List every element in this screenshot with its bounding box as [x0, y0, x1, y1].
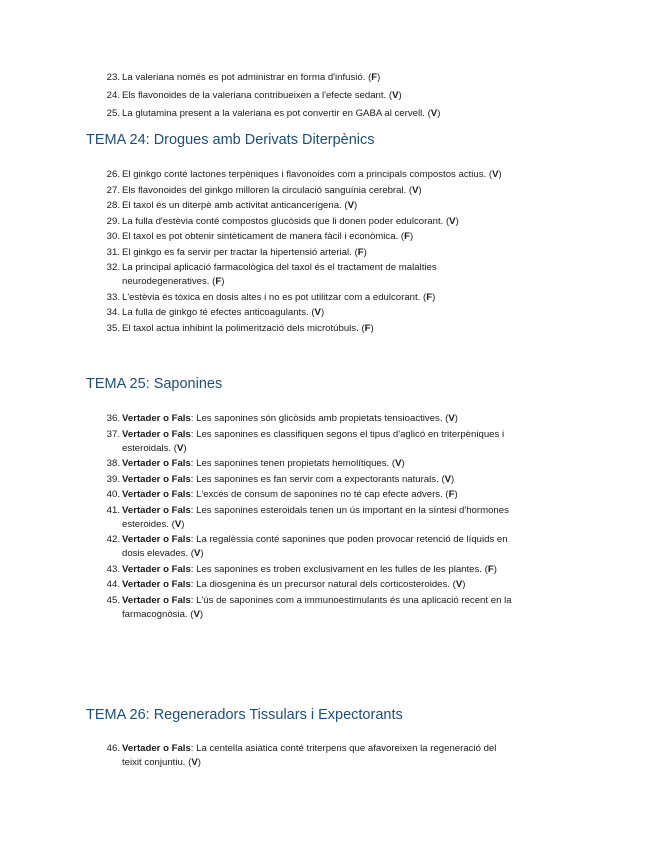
question-text: La glutamina present a la valeriana es pot convertir en GABA al cervell. — [122, 108, 428, 119]
answer-badge: V — [492, 169, 499, 180]
question-item: 42. Vertader o Fals: La regalèssia conté saponines que poden provocar retenció de líquids en dosis elevades. (V) — [0, 533, 517, 561]
question-item: 35. El taxol actua inhibint la polimerització dels microtúbuls. (F) — [0, 322, 517, 336]
question-item: 33. L'estèvia és tòxica en dosis altes i no es pot utilitzar com a edulcorant. (F) — [0, 291, 517, 305]
answer-badge: V — [347, 200, 354, 211]
answer-badge: V — [395, 458, 402, 469]
question-text: La fulla de ginkgo té efectes anticoagulants. — [122, 307, 312, 318]
question-item: 37. Vertader o Fals: Les saponines es classifiquen segons el tipus d'aglicó en triterpèniques i esteroidals. (V) — [0, 428, 517, 456]
question-item: 46. Vertader o Fals: La centella asiàtica conté triterpens que afavoreixen la regeneració del teixit conjuntiu. (V) — [0, 742, 517, 770]
section-heading-tema26: TEMA 26: Regeneradors Tissulars i Expectorants — [86, 707, 403, 723]
question-text: : Les saponines esteroidals tenen un ús important en la síntesi d'hormones esteroides. — [122, 504, 509, 530]
answer-badge: F — [364, 322, 371, 334]
question-text: : La centella asiàtica conté triterpens que afavoreixen la regeneració del teixit conjuntiu. — [122, 743, 497, 768]
answer-badge: V — [174, 518, 182, 530]
answer-badge: V — [194, 548, 201, 559]
question-item: 26. El ginkgo conté lactones terpèniques i flavonoides com a principals compostos actius. (V) — [0, 168, 517, 182]
question-number: 45. — [106, 594, 120, 606]
question-item: 25. La glutamina present a la valeriana es pot convertir en GABA al cervell. (V) — [0, 107, 517, 121]
question-item: 29. La fulla d'estèvia conté compostos glucòsids que li donen poder edulcorant. (V) — [0, 215, 517, 229]
answer-badge: V — [444, 473, 452, 485]
question-prefix: Vertader o Fals — [122, 563, 191, 575]
question-prefix: Vertader o Fals — [122, 428, 191, 440]
question-number: 37. — [106, 428, 120, 440]
answer-badge: F — [215, 276, 222, 287]
question-number: 41. — [106, 504, 120, 516]
section-heading-tema24: TEMA 24: Drogues amb Derivats Diterpènics — [86, 132, 375, 148]
question-item: 31. El ginkgo es fa servir per tractar la hipertensió arterial. (F) — [0, 246, 517, 260]
question-list-tema24 — [0, 168, 655, 337]
question-item: 34. La fulla de ginkgo té efectes anticoagulants. (V) — [0, 306, 517, 320]
question-prefix: Vertader o Fals — [122, 594, 191, 606]
question-text: L'estèvia és tòxica en dosis altes i no es pot utilitzar com a edulcorant. — [122, 291, 423, 303]
question-item: 30. El taxol es pot obtenir sintèticament de manera fàcil i econòmica. (F) — [0, 230, 517, 244]
answer-badge: F — [487, 563, 494, 575]
question-text: El ginkgo conté lactones terpèniques i flavonoides com a principals compostos actius. — [122, 169, 489, 180]
answer-badge: V — [412, 184, 419, 196]
question-number: 34. — [106, 307, 120, 318]
answer-badge: V — [176, 442, 184, 454]
question-item: 41. Vertader o Fals: Les saponines esteroidals tenen un ús important en la síntesi d'hormones esteroides. (V) — [0, 504, 517, 532]
question-number: 46. — [106, 743, 120, 754]
question-prefix: Vertader o Fals — [122, 579, 191, 590]
question-item: 45. Vertader o Fals: L'ús de saponines com a immunoestimulants és una aplicació recent en la farmacognòsia. (V) — [0, 594, 517, 622]
question-item: 28. El taxol és un diterpè amb activitat anticancerígena. (V) — [0, 199, 517, 213]
answer-badge: V — [392, 90, 399, 101]
question-number: 33. — [106, 291, 120, 303]
answer-badge: V — [455, 579, 463, 590]
question-text: : Les saponines es fan servir com a expectorants naturals. — [190, 473, 442, 485]
answer-badge: V — [314, 307, 321, 318]
question-text: : La regalèssia conté saponines que poden provocar retenció de líquids en dosis elevades. — [122, 534, 508, 559]
question-text: : Les saponines es classifiquen segons el tipus d'aglicó en triterpèniques i esteroidals. — [122, 428, 505, 454]
question-number: 35. — [106, 322, 120, 334]
question-number: 27. — [106, 184, 120, 196]
question-number: 30. — [106, 231, 120, 242]
question-number: 38. — [106, 458, 120, 469]
question-number: 23. — [106, 72, 120, 83]
question-text: : Les saponines són glicòsids amb propietats tensioactives. — [190, 413, 446, 424]
question-text: : La diosgenina és un precursor natural dels corticosteroides. — [190, 579, 453, 590]
answer-badge: F — [448, 489, 455, 500]
question-number: 25. — [106, 108, 120, 119]
question-item: 44. Vertader o Fals: La diosgenina és un precursor natural dels corticosteroides. (V) — [0, 578, 517, 592]
question-text: El taxol es pot obtenir sintèticament de manera fàcil i econòmica. — [122, 231, 401, 242]
question-number: 32. — [106, 262, 120, 273]
question-prefix: Vertader o Fals — [122, 458, 191, 469]
question-prefix: Vertader o Fals — [122, 473, 191, 485]
question-text: La valeriana només es pot administrar en forma d'infusió. — [122, 72, 369, 83]
question-item: 40. Vertader o Fals: L'excés de consum de saponines no té cap efecte advers. (F) — [0, 488, 517, 502]
question-text: La principal aplicació farmacològica del taxol és el tractament de malalties neurodegeneratives. — [122, 262, 437, 287]
question-item: 32. La principal aplicació farmacològica del taxol és el tractament de malalties neurodegeneratives. (F) — [0, 261, 517, 289]
answer-badge: F — [357, 246, 364, 258]
question-number: 42. — [106, 534, 120, 545]
question-list-tema26 — [0, 742, 655, 772]
answer-badge: F — [371, 72, 378, 83]
question-list-tema25 — [0, 412, 655, 623]
question-item: 24. Els flavonoides de la valeriana contribueixen a l'efecte sedant. (V) — [0, 89, 517, 103]
question-prefix: Vertader o Fals — [122, 489, 191, 500]
question-text: : L'excés de consum de saponines no té cap efecte advers. — [190, 489, 446, 500]
answer-badge: V — [448, 413, 455, 424]
question-number: 43. — [106, 563, 120, 575]
question-item: 43. Vertader o Fals: Les saponines es troben exclusivament en les fulles de les plantes. (F) — [0, 563, 517, 577]
question-prefix: Vertader o Fals — [122, 743, 191, 754]
answer-badge: F — [426, 291, 433, 303]
section-heading-tema25: TEMA 25: Saponines — [86, 376, 223, 392]
question-prefix: Vertader o Fals — [122, 504, 191, 516]
question-text: El ginkgo es fa servir per tractar la hipertensió arterial. — [122, 246, 355, 258]
question-text: Els flavonoides de la valeriana contribueixen a l'efecte sedant. — [122, 90, 389, 101]
question-item: 38. Vertader o Fals: Les saponines tenen propietats hemolítiques. (V) — [0, 457, 517, 471]
question-number: 26. — [106, 169, 120, 180]
question-item: 39. Vertader o Fals: Les saponines es fan servir com a expectorants naturals. (V) — [0, 473, 517, 487]
question-text: : L'ús de saponines com a immunoestimulants és una aplicació recent en la farmacognòsia. — [122, 594, 512, 620]
question-number: 28. — [106, 200, 120, 211]
answer-badge: V — [191, 757, 198, 768]
question-number: 24. — [106, 90, 120, 101]
answer-badge: V — [430, 108, 438, 119]
question-number: 29. — [106, 215, 120, 227]
question-item: 36. Vertader o Fals: Les saponines són glicòsids amb propietats tensioactives. (V) — [0, 412, 517, 426]
question-number: 31. — [106, 246, 120, 258]
question-prefix: Vertader o Fals — [122, 413, 191, 424]
question-text: Els flavonoides del ginkgo milloren la circulació sanguínia cerebral. — [122, 184, 409, 196]
answer-badge: F — [404, 231, 410, 242]
question-item: 27. Els flavonoides del ginkgo milloren la circulació sanguínia cerebral. (V) — [0, 184, 517, 198]
answer-badge: V — [193, 608, 200, 620]
question-number: 40. — [106, 489, 120, 500]
question-prefix: Vertader o Fals — [122, 534, 191, 545]
answer-badge: V — [449, 215, 456, 227]
question-list-tema23 — [0, 71, 655, 125]
question-item: 23. La valeriana només es pot administrar en forma d'infusió. (F) — [0, 71, 517, 85]
question-text: : Les saponines tenen propietats hemolítiques. — [190, 458, 392, 469]
question-text: El taxol és un diterpè amb activitat anticancerígena. — [122, 200, 345, 211]
question-number: 36. — [106, 413, 120, 424]
question-text: El taxol actua inhibint la polimerització dels microtúbuls. — [122, 322, 362, 334]
question-number: 39. — [106, 473, 120, 485]
question-text: La fulla d'estèvia conté compostos glucòsids que li donen poder edulcorant. — [122, 215, 446, 227]
question-number: 44. — [106, 579, 120, 590]
question-text: : Les saponines es troben exclusivament en les fulles de les plantes. — [190, 563, 485, 575]
